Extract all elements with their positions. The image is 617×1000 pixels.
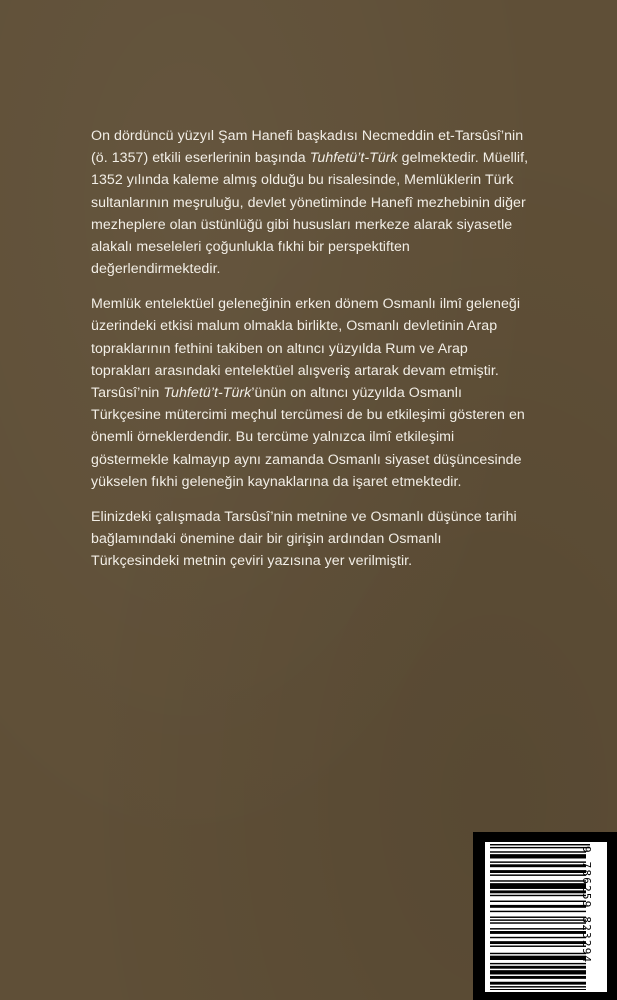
barcode-bar bbox=[490, 919, 586, 920]
barcode-bar bbox=[490, 946, 586, 947]
book-title-italic: Tuhfetü’t-Türk bbox=[309, 150, 398, 167]
barcode-bar bbox=[490, 911, 586, 912]
book-title-italic: Tuhfetü’t-Türk bbox=[163, 385, 252, 402]
paragraph-text: ’ünün on altıncı yüzyılda Osmanlı Türkçesine mütercimi meçhul tercümesi de bu etkileşimi gösteren en önemli örneklerdendir. Bu tercüme yalnızca ilmî etkileşimi göstermekle kalmayıp aynı zamanda Osmanlı siyaset düşüncesinde yükselen fıkhi geleneğin kaynaklarına da işaret etmektedir. bbox=[91, 385, 525, 490]
barcode-bar bbox=[490, 901, 586, 902]
barcode-bar bbox=[490, 854, 586, 858]
isbn-number: 9 786259 823294 bbox=[580, 846, 593, 964]
paragraph-text: Memlük entelektüel geleneğinin erken dönem Osmanlı ilmî geleneği üzerindeki etkisi malum olmakla birlikte, Osmanlı devletinin Arap topraklarının fethini takiben on altıncı yüzyılda Rum ve Arap toprakları arasındaki entelektüel alışveriş artarak devam etmiştir. Tarsûsî’nin bbox=[91, 296, 521, 402]
blurb-text bbox=[91, 125, 531, 585]
barcode-bar bbox=[490, 922, 586, 923]
paragraph-text: Elinizdeki çalışmada Tarsûsî’nin metnine ve Osmanlı düşünce tarihi bağlamındaki önemine dair bir girişin ardından Osmanlı Türkçesindeki metnin çeviri yazısına yer verilmiştir. bbox=[91, 508, 517, 570]
barcode-bar bbox=[490, 966, 586, 969]
barcode-bar bbox=[490, 864, 586, 867]
barcode-bar bbox=[490, 870, 586, 873]
barcode-bar bbox=[490, 883, 586, 889]
barcode-bar bbox=[490, 928, 586, 929]
barcode-bar bbox=[490, 880, 586, 881]
barcode-bar bbox=[490, 905, 586, 908]
barcode-bar bbox=[490, 982, 586, 985]
paragraph-text: gelmektedir. Müellif, 1352 yılında kaleme almış olduğu bu risalesinde, Memlüklerin Türk sultanlarının meşruluğu, devlet yönetiminde Hanefî mezhebinin diğer mezheplere olan üstünlüğü gibi hususları merkeze alarak siyasetle alakalı meseleleri çoğunlukla fıkhi bir perspektiften değerlendirmektedir. bbox=[91, 150, 529, 278]
barcode-bar bbox=[490, 917, 586, 918]
barcode-bar bbox=[490, 847, 590, 848]
barcode-bar bbox=[490, 976, 586, 979]
barcode-bar bbox=[490, 953, 586, 954]
barcode-bar bbox=[490, 956, 586, 960]
barcode-bar bbox=[490, 989, 586, 990]
paragraph-text: On dördüncü yüzyıl Şam Hanefi başkadısı Necmeddin et-Tarsûsî’nin (ö. 1357) etkili eserlerinin başında bbox=[91, 128, 524, 167]
barcode-bar bbox=[490, 895, 586, 896]
barcode-bar bbox=[490, 931, 586, 934]
blurb-paragraph bbox=[91, 506, 531, 573]
barcode-bar bbox=[490, 963, 586, 964]
barcode-bar bbox=[490, 890, 586, 893]
blurb-paragraph bbox=[91, 125, 531, 280]
barcode-bar bbox=[490, 937, 586, 938]
barcode-bar bbox=[490, 874, 586, 875]
barcode-bar bbox=[490, 851, 586, 852]
barcode-bar bbox=[490, 986, 586, 987]
isbn-barcode bbox=[490, 844, 592, 990]
barcode-bar bbox=[490, 861, 586, 862]
barcode-bar bbox=[490, 844, 590, 845]
barcode-bar bbox=[490, 970, 586, 974]
blurb-paragraph bbox=[91, 293, 531, 493]
barcode-bar bbox=[490, 941, 586, 944]
